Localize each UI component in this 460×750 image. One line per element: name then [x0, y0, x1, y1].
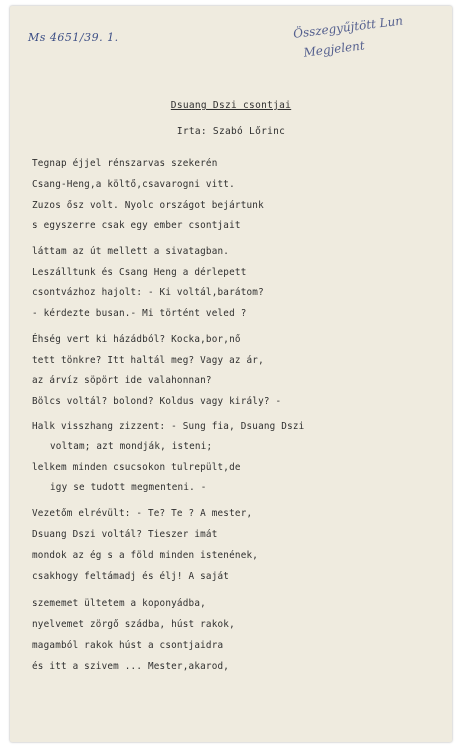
poem-line: Csang-Heng,a költő,csavarogni vitt. — [32, 179, 235, 190]
poem-line: Dsuang Dszi voltál? Tieszer imát — [32, 529, 218, 540]
reference-number: Ms 4651/39. 1. — [28, 31, 119, 44]
handwritten-note — [292, 6, 446, 64]
poem-line: tett tönkre? Itt haltál meg? Vagy az ár, — [32, 355, 264, 366]
poem-line: Éhség vert ki házádból? Kocka,bor,nő — [32, 334, 241, 345]
handwritten-note-line: Megjelent — [302, 38, 366, 60]
poem-line: Tegnap éjjel rénszarvas szekerén — [32, 158, 218, 169]
poem-line: igy se tudott megmenteni. - — [50, 482, 207, 493]
poem-line: s egyszerre csak egy ember csontjait — [32, 220, 241, 231]
poem-line: lelkem minden csucsokon tulrepült,de — [32, 462, 241, 473]
poem-line: mondok az ég s a föld minden istenének, — [32, 550, 259, 561]
poem-line: szememet ültetem a koponyádba, — [32, 598, 206, 609]
poem-line: Bölcs voltál? bolond? Koldus vagy király? - — [32, 396, 282, 407]
poem-line: csontvázhoz hajolt: - Ki voltál,barátom? — [32, 287, 264, 298]
poem-author: Irta: Szabó Lőrinc — [176, 126, 286, 137]
poem-line: Vezetőm elrévült: - Te? Te ? A mester, — [32, 508, 253, 519]
poem-line: láttam az út mellett a sivatagban. — [32, 246, 230, 257]
poem-line: nyelvemet zörgő szádba, húst rakok, — [32, 619, 235, 630]
poem-line: voltam; azt mondják, isteni; — [50, 441, 213, 452]
poem-title: Dsuang Dszi csontjai — [170, 100, 292, 111]
document-page — [10, 6, 452, 742]
poem-line: Halk visszhang zizzent: - Sung fia, Dsuang Dszi — [32, 421, 305, 432]
handwritten-note-line: Összegyűjtött Lun — [292, 13, 404, 41]
poem-line: magamból rakok húst a csontjaidra — [32, 640, 224, 651]
poem-line: és itt a szivem ... Mester,akarod, — [32, 661, 230, 672]
poem-line: az árvíz söpört ide valahonnan? — [32, 375, 212, 386]
poem-line: - kérdezte busan.- Mi történt veled ? — [32, 308, 247, 319]
poem-line: Zuzos ősz volt. Nyolc országot bejártunk — [32, 200, 264, 211]
poem-line: csakhogy feltámadj és élj! A saját — [32, 571, 230, 582]
poem-line: Leszálltunk és Csang Heng a dérlepett — [32, 267, 247, 278]
